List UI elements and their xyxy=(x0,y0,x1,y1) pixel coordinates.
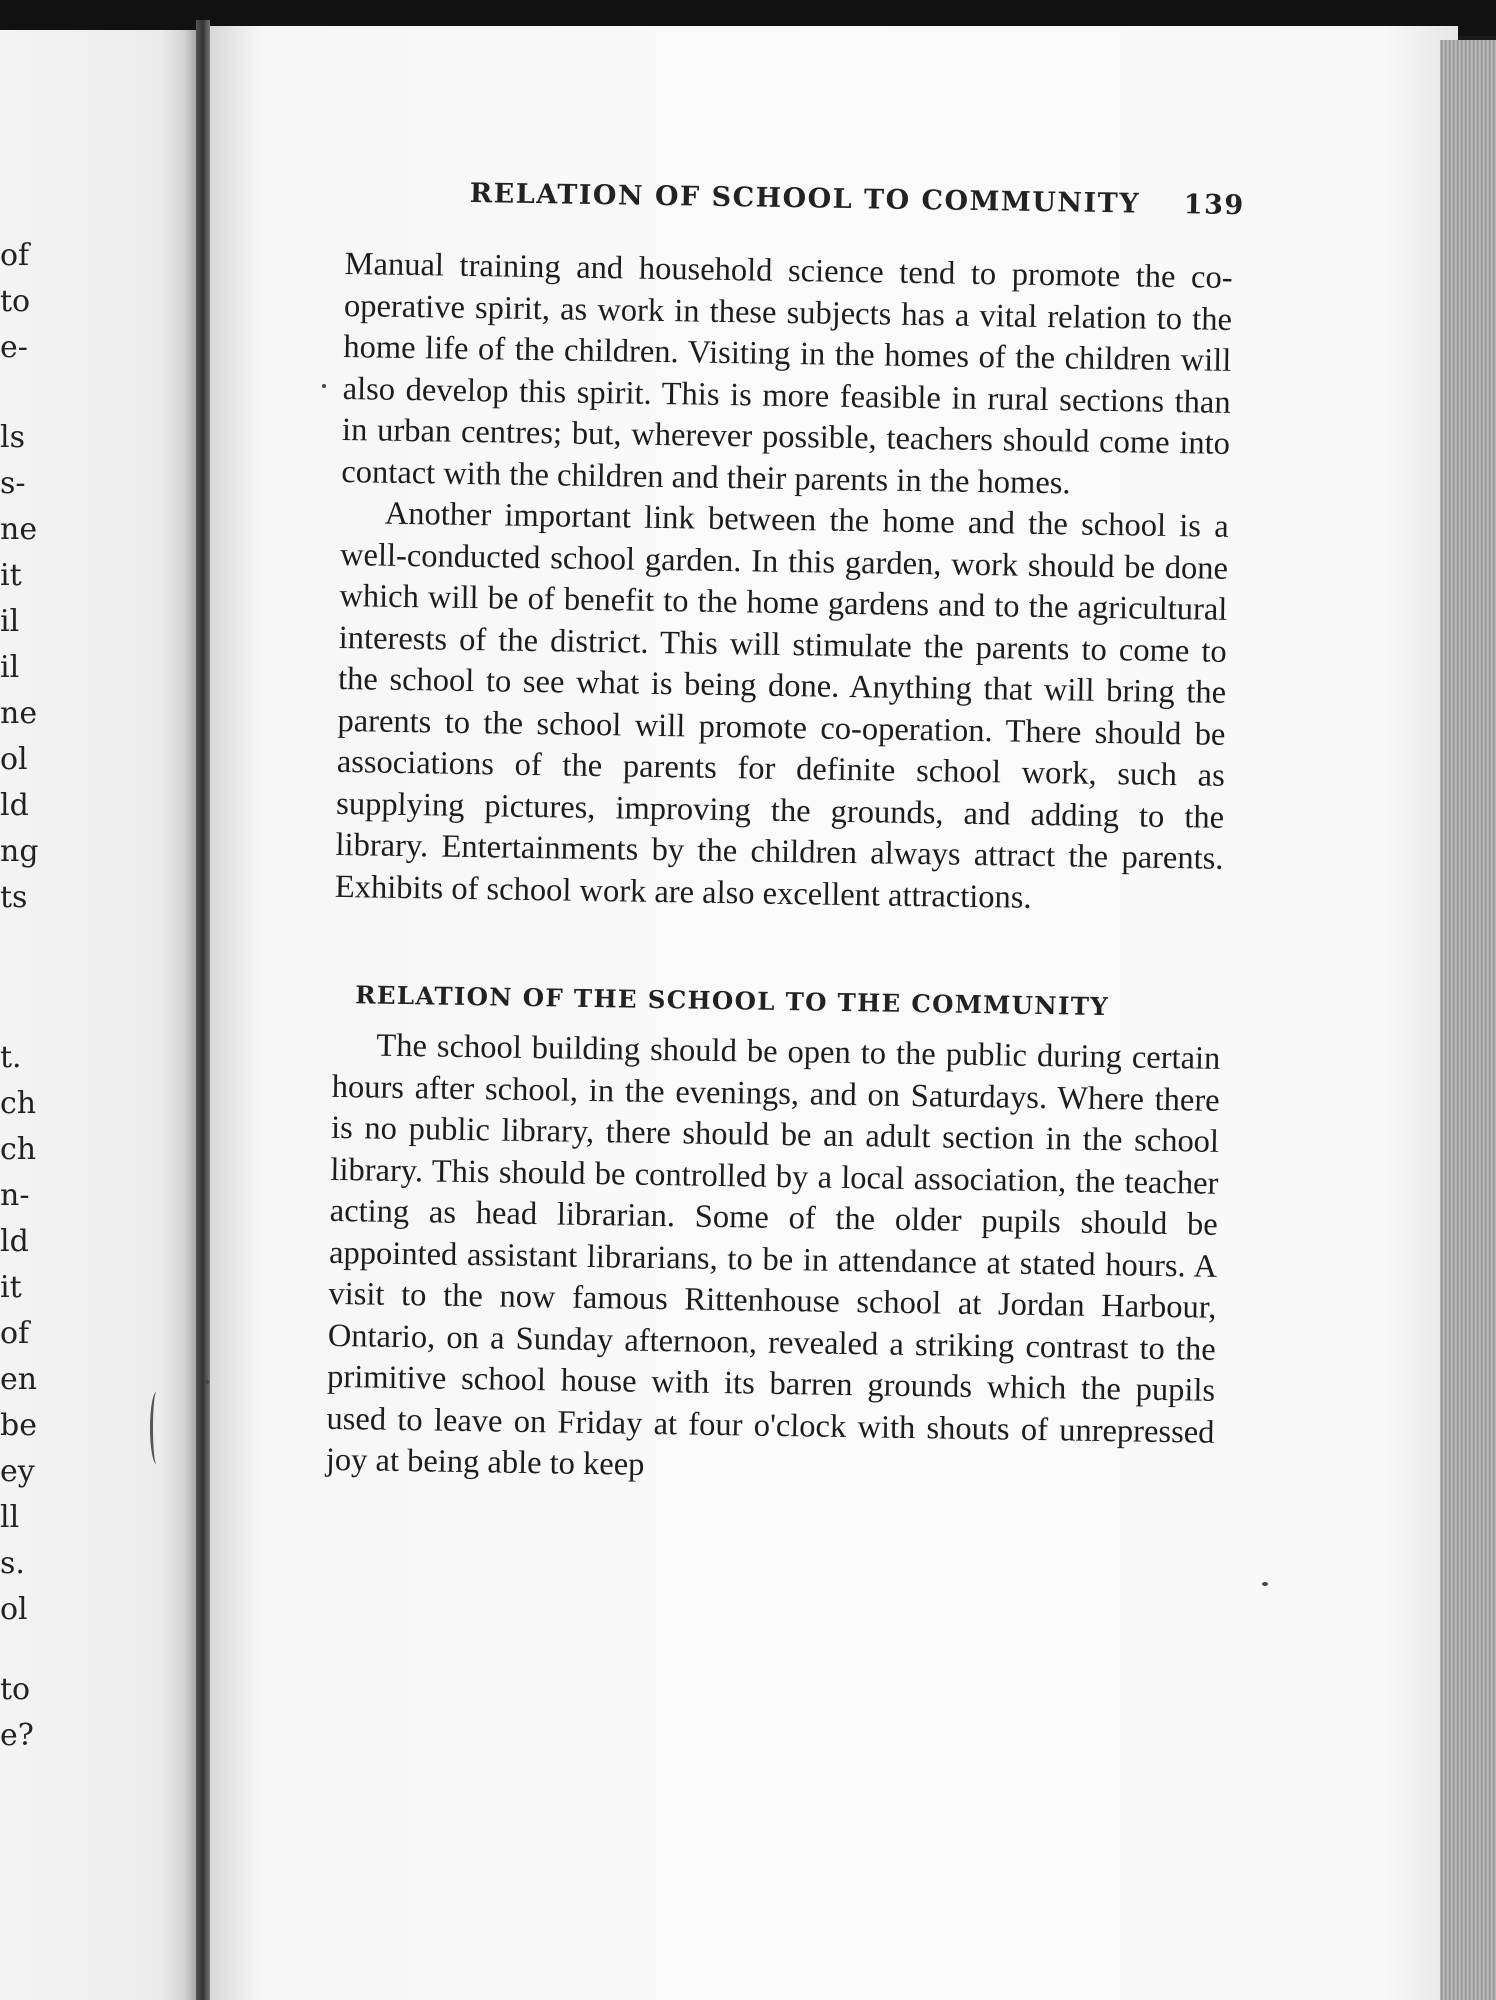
left-page-fragment: il xyxy=(0,650,20,685)
left-page-fragment: ol xyxy=(0,1592,28,1627)
left-page-fragment: it xyxy=(0,1270,22,1305)
left-page-fragment: ne xyxy=(0,696,38,731)
left-page-fragment: en xyxy=(0,1362,38,1397)
left-page-fragment: ts xyxy=(0,880,28,915)
paragraph-2: Another important link between the home and the school is a well-conducted school garden. In this garden, work should be done which will be of benefit to the home gardens and to the agricultural interests of the district. This will stimulate the parents to come to the school to see what is being done. Anything that will bring the parents to the school will promote co-operation. There should be associations of the parents for definite school work, such as supplying pictures, improving the grounds, and adding to the library. Entertainments by the children always attract the parents. Exhibits of school work are also excellent attractions. xyxy=(334,495,1229,916)
ink-speck xyxy=(322,384,326,388)
ink-speck xyxy=(1262,1582,1268,1586)
left-page-fragment: ey xyxy=(0,1454,35,1489)
left-page-fragment: ng xyxy=(0,834,39,869)
left-page-fragment: e- xyxy=(0,330,28,365)
paragraph-3: The school building should be open to the public during certain hours after school, in the evenings, and on Saturdays. Where there is no public library, there should be an adult section in the school library. This should be controlled by a local association, the teacher acting as head librarian. Some of the older pupils should be appointed assistant librarians, to be in attendance at stated hours. A visit to the now famous Rittenhouse school at Jordan Harbour, Ontario, on a Sunday afternoon, revealed a striking contrast to the primitive school house with its barren grounds which the pupils used to leave on Friday at four o'clock with shouts of unrepressed joy at being able to keep xyxy=(325,1027,1221,1483)
left-page-fragment: s. xyxy=(0,1546,25,1581)
left-page xyxy=(0,30,200,2000)
left-page-fragment: of xyxy=(0,238,30,273)
left-page-fragment: n- xyxy=(0,1178,30,1213)
left-page-fragment: il xyxy=(0,604,20,639)
margin-pencil-mark xyxy=(150,1392,163,1464)
main-text xyxy=(326,244,1233,1495)
paragraph-1: Manual training and household science tend to promote the co-operative spirit, as work in these subjects has a vital relation to the home life of the children. Visiting in the homes of the children will also develop this spirit. This is more feasible in rural sections than in urban centres; but, wherever possible, teachers should come into contact with the children and their parents in the homes. xyxy=(341,245,1233,501)
book-gutter xyxy=(196,20,210,2000)
left-page-fragment: it xyxy=(0,558,22,593)
left-page-fragment: ch xyxy=(0,1086,37,1121)
left-page-fragment: ld xyxy=(0,1224,29,1259)
left-page-fragment: ne xyxy=(0,512,38,547)
left-page-fragment: to xyxy=(0,284,31,319)
page-edges xyxy=(1440,40,1496,2000)
left-page-fragment: ls xyxy=(0,420,25,455)
left-page-fragment: s- xyxy=(0,466,26,501)
left-page-fragment: e? xyxy=(0,1718,34,1753)
ink-speck xyxy=(205,1380,209,1384)
left-page-fragment: to xyxy=(0,1672,31,1707)
running-head: RELATION OF SCHOOL TO COMMUNITY xyxy=(469,178,1141,220)
left-page-fragment: t. xyxy=(0,1040,22,1075)
left-page-fragment: ll xyxy=(0,1500,20,1535)
left-page-fragment: be xyxy=(0,1408,37,1443)
left-page-fragment: ch xyxy=(0,1132,37,1167)
left-page-fragment: of xyxy=(0,1316,30,1351)
left-page-fragment: ld xyxy=(0,788,29,823)
left-page-fragment: ol xyxy=(0,742,28,777)
section-title: RELATION OF THE SCHOOL TO THE COMMUNITY xyxy=(354,980,1110,1022)
page-number: 139 xyxy=(1183,189,1245,222)
